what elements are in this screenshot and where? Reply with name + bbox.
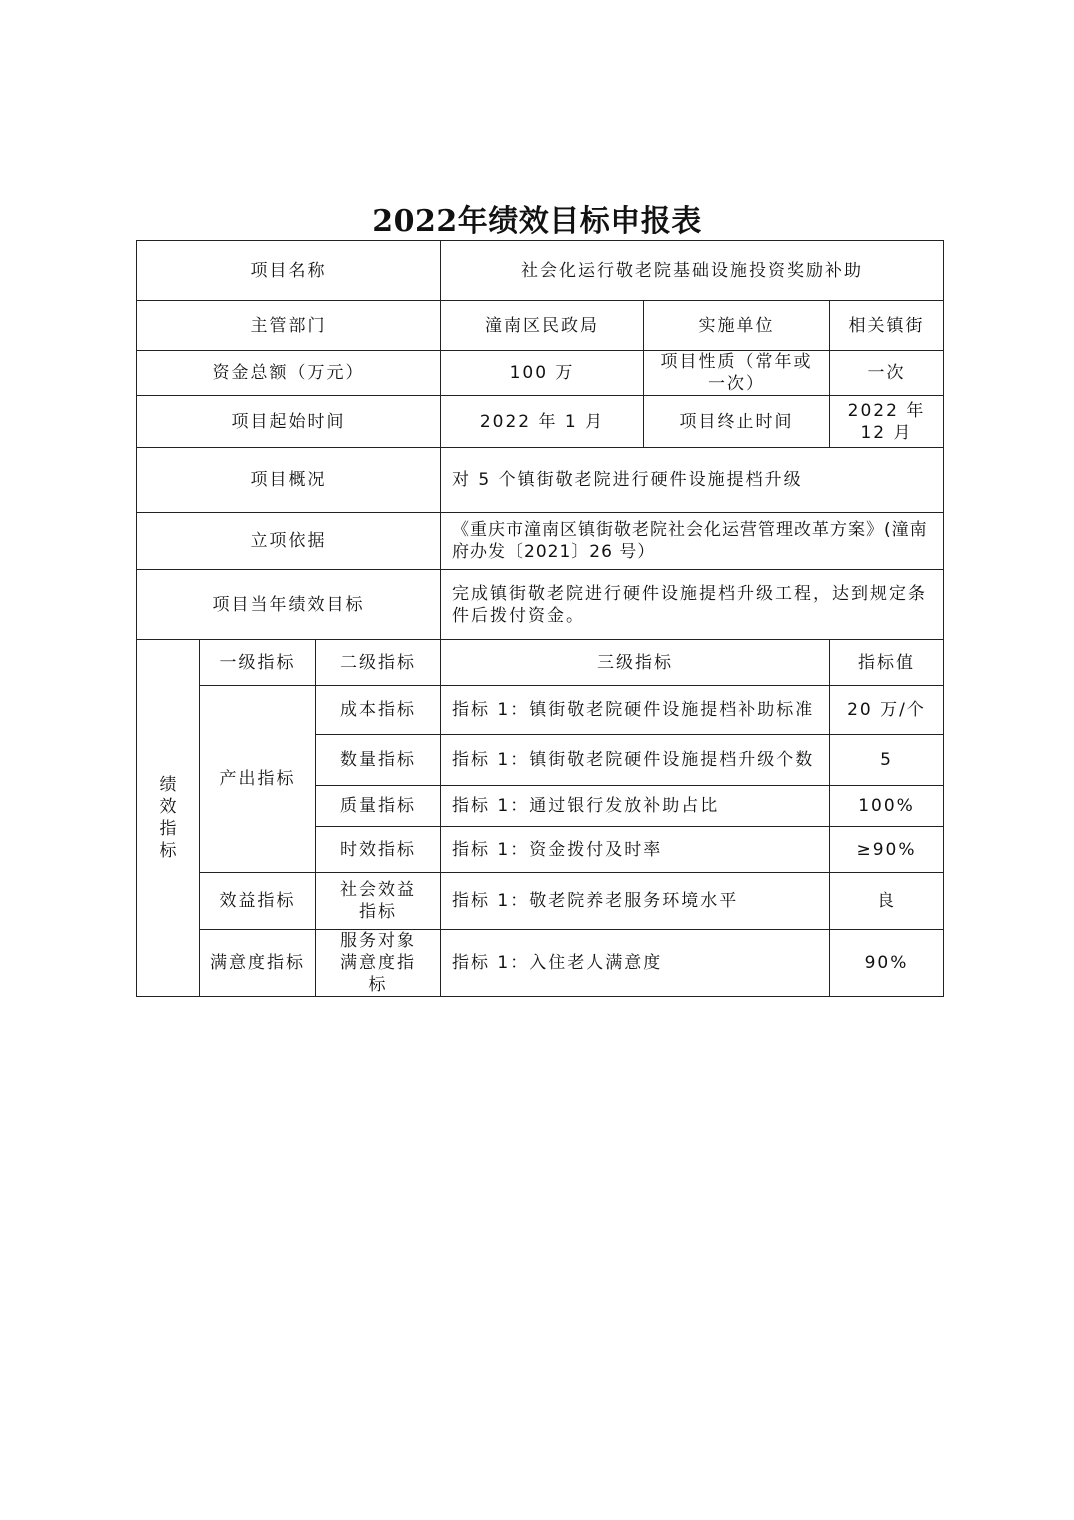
performance-goal-table bbox=[136, 240, 944, 997]
satisfaction-indicator-label: 满意度指标 bbox=[200, 930, 316, 997]
row-basis bbox=[137, 513, 944, 570]
level2-cell: 数量指标 bbox=[316, 735, 441, 786]
output-indicator-label: 产出指标 bbox=[200, 686, 316, 873]
performance-indicators-label: 绩效指标 bbox=[137, 640, 200, 997]
header-level3: 三级指标 bbox=[441, 640, 830, 686]
level2-cell: 成本指标 bbox=[316, 686, 441, 735]
start-time-label: 项目起始时间 bbox=[137, 396, 441, 448]
project-name-value: 社会化运行敬老院基础设施投资奖励补助 bbox=[441, 241, 944, 301]
row-indicator-headers bbox=[137, 640, 944, 686]
row-overview bbox=[137, 448, 944, 513]
row-time bbox=[137, 396, 944, 448]
level2-cell: 服务对象满意度指标 bbox=[316, 930, 441, 997]
header-level1: 一级指标 bbox=[200, 640, 316, 686]
implementing-unit-label: 实施单位 bbox=[644, 301, 830, 351]
value-cell: ≥90% bbox=[830, 827, 944, 873]
header-value: 指标值 bbox=[830, 640, 944, 686]
row-goal bbox=[137, 570, 944, 640]
value-cell: 5 bbox=[830, 735, 944, 786]
funds-label: 资金总额（万元） bbox=[137, 351, 441, 396]
level3-cell: 指标 1：资金拨付及时率 bbox=[441, 827, 830, 873]
level3-cell: 指标 1：通过银行发放补助占比 bbox=[441, 786, 830, 827]
level2-cell: 质量指标 bbox=[316, 786, 441, 827]
project-nature-label: 项目性质（常年或一次） bbox=[644, 351, 830, 396]
row-project-name bbox=[137, 241, 944, 301]
department-value: 潼南区民政局 bbox=[441, 301, 644, 351]
level3-cell: 指标 1：镇街敬老院硬件设施提档补助标准 bbox=[441, 686, 830, 735]
row-funds bbox=[137, 351, 944, 396]
implementing-unit-value: 相关镇街 bbox=[830, 301, 944, 351]
funds-value: 100 万 bbox=[441, 351, 644, 396]
basis-value: 《重庆市潼南区镇街敬老院社会化运营管理改革方案》(潼南府办发〔2021〕26 号） bbox=[441, 513, 944, 570]
department-label: 主管部门 bbox=[137, 301, 441, 351]
start-time-value: 2022 年 1 月 bbox=[441, 396, 644, 448]
value-cell: 良 bbox=[830, 873, 944, 930]
level3-cell: 指标 1：镇街敬老院硬件设施提档升级个数 bbox=[441, 735, 830, 786]
end-time-value: 2022 年 12 月 bbox=[830, 396, 944, 448]
goal-label: 项目当年绩效目标 bbox=[137, 570, 441, 640]
value-cell: 100% bbox=[830, 786, 944, 827]
overview-value: 对 5 个镇街敬老院进行硬件设施提档升级 bbox=[441, 448, 944, 513]
end-time-label: 项目终止时间 bbox=[644, 396, 830, 448]
level2-cell: 社会效益指标 bbox=[316, 873, 441, 930]
overview-label: 项目概况 bbox=[137, 448, 441, 513]
table-row bbox=[137, 686, 944, 735]
level2-cell: 时效指标 bbox=[316, 827, 441, 873]
basis-label: 立项依据 bbox=[137, 513, 441, 570]
value-cell: 90% bbox=[830, 930, 944, 997]
goal-value: 完成镇街敬老院进行硬件设施提档升级工程，达到规定条件后拨付资金。 bbox=[441, 570, 944, 640]
project-nature-value: 一次 bbox=[830, 351, 944, 396]
page-title: 2022年绩效目标申报表 bbox=[372, 204, 702, 239]
level3-cell: 指标 1：入住老人满意度 bbox=[441, 930, 830, 997]
value-cell: 20 万/个 bbox=[830, 686, 944, 735]
row-department bbox=[137, 301, 944, 351]
table-row bbox=[137, 873, 944, 930]
benefit-indicator-label: 效益指标 bbox=[200, 873, 316, 930]
header-level2: 二级指标 bbox=[316, 640, 441, 686]
table-row bbox=[137, 930, 944, 997]
project-name-label: 项目名称 bbox=[137, 241, 441, 301]
level3-cell: 指标 1：敬老院养老服务环境水平 bbox=[441, 873, 830, 930]
